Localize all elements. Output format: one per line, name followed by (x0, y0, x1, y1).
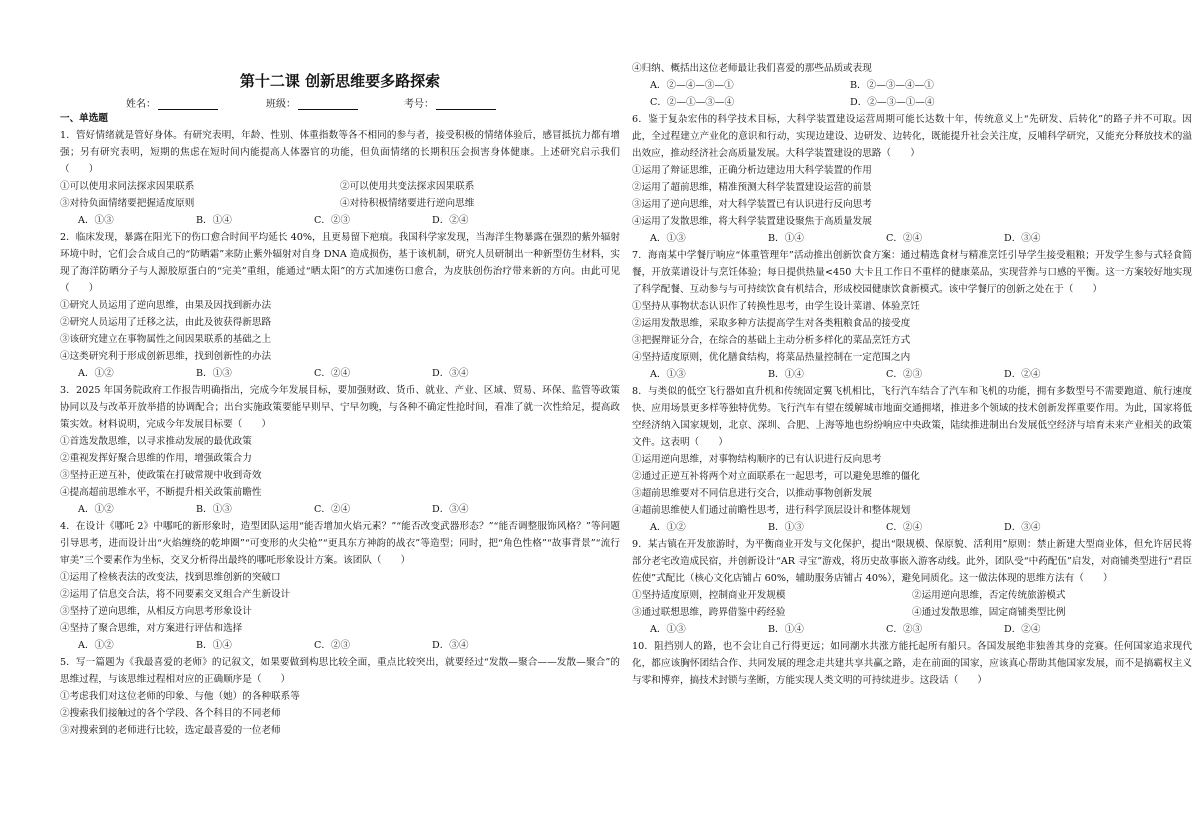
choice-c[interactable]: C．②④ (314, 504, 351, 515)
choice-b[interactable]: B．①③ (768, 522, 804, 533)
statement-option: ③坚持正逆互补，使政策在打破常规中收到奇效 (60, 470, 262, 481)
choice-b[interactable]: B．①④ (196, 215, 232, 226)
statement-option: ③坚持了逆向思维，从相反方向思考形象设计 (60, 606, 252, 617)
statement-option: ③超前思维要对不同信息进行交合，以推动事物创新发展 (632, 488, 872, 499)
question-4 (60, 518, 620, 654)
question-5 (60, 654, 620, 739)
question-stem: 10．阻挡别人的路，也不会让自己行得更远；如同潮水共涨方能托起所有船只。各国发展绝非独善其身的竞赛。任何国家追求现代化，都应该胸怀团结合作、共同发展的理念走共建共享共赢之路，走在前面的国家，应该真心帮助其他国家发展，而不是搞霸权主义与零和博弈，搞技术封锁与垄断，方能实现人类文明的可持续进步。这段话（ ） (632, 641, 1192, 686)
statement-option: ②研究人员运用了迁移之法，由此及彼获得新思路 (60, 317, 272, 328)
choice-a[interactable]: A．①③ (650, 233, 686, 244)
statement-option: ③该研究建立在事物属性之间因果联系的基础之上 (60, 334, 272, 345)
choice-a[interactable]: A．②—④—③—① (650, 80, 734, 91)
choice-d[interactable]: D．③④ (1004, 522, 1041, 533)
statement-option: ①研究人员运用了逆向思维，由果及因找到新办法 (60, 300, 272, 311)
choice-c[interactable]: C．②③ (314, 640, 351, 651)
section-heading: 一、单选题 (60, 113, 108, 124)
question-2 (60, 229, 620, 382)
question-stem: 3．2025 年国务院政府工作报告明确指出，完成今年发展目标，要加强财政、货币、就业、产业、区域、贸易、环保、监管等政策协同以及与改革开放举措的协调配合；出台实施政策要能早则早、宁早勿晚，与各种不确定性抢时间，看准了就一次性给足，提高政策实效。材料说明，完成今年发展目标要（ ） (60, 385, 620, 430)
statement-option: ④提高超前思维水平，不断提升相关政策前瞻性 (60, 487, 262, 498)
statement-option: ④通过发散思维，固定商铺类型比例 (912, 607, 1066, 618)
answer-choices (632, 366, 1192, 383)
statement-option: ②运用逆向思维，否定传统旅游模式 (912, 590, 1066, 601)
statement-option: ③运用了逆向思维，对大科学装置已有认识进行反向思考 (632, 199, 872, 210)
question-stem: 7．海南某中学餐厅响应“体重管理年”活动推出创新饮食方案：通过精选食材与精准烹饪引导学生接受粗粮；开发学生参与式轻食简餐，开放菜谱设计与烹饪体验；每日提供热量<450 大卡且工作日不重样的健康菜品，实现营养与口感的平衡。这一方案较好地实现了科学配餐、互动参与与可持续饮食有机结合，形成校园健康饮食新模式。该中学餐厅的创新之处在于（ ） (632, 250, 1192, 295)
answer-choices (632, 230, 1192, 247)
statement-option: ①运用逆向思维，对事物结构顺序的已有认识进行反向思考 (632, 454, 882, 465)
question-stem: 5．写一篇题为《我最喜爱的老师》的记叙文，如果要做到构思比较全面，重点比较突出，就要经过“发散—聚合——发散—聚合”的思维过程，与该思维过程相对应的正确顺序是（ ） (60, 657, 620, 685)
statement-option: ①坚持从事物状态认识作了转换性思考，由学生设计菜谱、体验烹饪 (632, 301, 920, 312)
class-label: 班级： (266, 99, 296, 110)
answer-choices (632, 77, 1192, 94)
statement-option: ③通过联想思维，跨界借鉴中药经验 (632, 607, 786, 618)
class-field (266, 95, 358, 110)
choice-a[interactable]: A．①② (78, 504, 114, 515)
choice-b[interactable]: B．①④ (768, 369, 804, 380)
statement-option: ②搜索我们接触过的各个学段、各个科目的不同老师 (60, 708, 281, 719)
statement-option: ④这类研究利于形成创新思维，找到创新性的办法 (60, 351, 272, 362)
question-10 (632, 638, 1192, 689)
statement-option: ③把握辩证分合，在综合的基础上主动分析多样化的菜品烹饪方式 (632, 335, 911, 346)
answer-choices (60, 501, 620, 518)
choice-d[interactable]: D．③④ (432, 368, 469, 379)
choice-d[interactable]: D．③④ (432, 640, 469, 651)
choice-a[interactable]: A．①③ (78, 215, 114, 226)
left-column (60, 110, 620, 739)
statement-option: ④超前思维使人们通过前瞻性思考，进行科学顶层设计和整体规划 (632, 505, 911, 516)
statement-option: ①运用了辩证思维，正确分析边建边用大科学装置的作用 (632, 165, 872, 176)
exam-no-field (404, 95, 496, 110)
name-field (126, 95, 218, 110)
statement-option: ①首选发散思维，以寻求推动发展的最优政策 (60, 436, 252, 447)
question-9 (632, 536, 1192, 638)
page-title: 第十二课 创新思维要多路探索 (239, 72, 441, 90)
choice-b[interactable]: B．①③ (196, 504, 232, 515)
statement-option: ③对待负面情绪要把握适度原则 (60, 198, 195, 209)
choice-c[interactable]: C．②④ (314, 368, 351, 379)
statement-option: ④运用了发散思维，将大科学装置建设聚焦于高质量发展 (632, 216, 872, 227)
statement-option: ②运用发散思维，采取多种方法提高学生对各类粗粮食品的接受度 (632, 318, 911, 329)
statement-option: ②运用了信息交合法，将不同要素交叉组合产生新设计 (60, 589, 291, 600)
question-stem: 8．与类似的低空飞行器如直升机和传统固定翼飞机相比，飞行汽车结合了汽车和飞机的功能，拥有多数型号不需要跑道、航行速度快、应用场景更多样等独特优势。飞行汽车有望在缓解城市地面交通拥堵，推进多个领域的技术创新发挥重要作用。为此，国家将低空经济纳入国家规划，北京、深圳、合肥、上海等地也纷纷响应中央政策，陆续推进制出台发展低空经济与培育未来产业相关的政策文件。这表明（ ） (632, 386, 1192, 448)
question-stem: 9．某古镇在开发旅游时，为平衡商业开发与文化保护，提出“限规模、保原貌、活利用”原则：禁止新建大型商业体，但允许居民将部分老宅改造成民宿，并创新设计“AR 寻宝”游戏，将历史故事嵌入游客动线。此外，团队受“中药配伍”启发，对商铺类型进行“君臣佐使”式配比（核心文化店铺占 60%，辅助服务店铺占 40%），避免同质化。这一做法体现的思维方法有（ ） (632, 539, 1192, 584)
statement-option: ③对搜索到的老师进行比较，选定最喜爱的一位老师 (60, 725, 281, 736)
answer-choices (632, 94, 1192, 111)
choice-b[interactable]: B．②—③—④—① (850, 80, 934, 91)
exam-no-blank[interactable] (436, 97, 496, 110)
choice-b[interactable]: B．①④ (768, 233, 804, 244)
choice-a[interactable]: A．①② (78, 640, 114, 651)
choice-c[interactable]: C．②—①—③—④ (650, 97, 735, 108)
right-column (632, 60, 1192, 689)
statement-option: ④坚持了聚合思维，对方案进行评估和选择 (60, 623, 243, 634)
choice-b[interactable]: B．①③ (196, 368, 232, 379)
name-label: 姓名： (126, 99, 156, 110)
statement-option: ②可以使用共变法探求因果联系 (340, 181, 475, 192)
choice-c[interactable]: C．②④ (886, 233, 923, 244)
exam-no-label: 考号： (404, 99, 434, 110)
statement-option: ①坚持适度原则，控制商业开发规模 (632, 590, 786, 601)
question-3 (60, 382, 620, 518)
question-6 (632, 111, 1192, 247)
choice-a[interactable]: A．①③ (650, 369, 686, 380)
statement-option: ②重视发挥好聚合思维的作用，增强政策合力 (60, 453, 252, 464)
choice-c[interactable]: C．②③ (314, 215, 351, 226)
choice-a[interactable]: A．①② (650, 522, 686, 533)
choice-d[interactable]: D．③④ (432, 504, 469, 515)
choice-b[interactable]: B．①④ (768, 624, 804, 635)
statement-option: ④对待积极情绪要进行逆向思维 (340, 198, 475, 209)
statement-option: ④归纳、概括出这位老师最让我们喜爱的那些品质或表现 (632, 63, 872, 74)
statement-option: ①运用了检核表法的改变法，找到思维创新的突破口 (60, 572, 281, 583)
statement-option: ①考虑我们对这位老师的印象、与他（她）的各种联系等 (60, 691, 300, 702)
answer-choices (60, 212, 620, 229)
answer-choices (632, 519, 1192, 536)
question-1 (60, 127, 620, 229)
choice-c[interactable]: C．②③ (886, 369, 923, 380)
choice-d[interactable]: D．③④ (1004, 233, 1041, 244)
answer-choices (60, 365, 620, 382)
choice-c[interactable]: C．②③ (886, 624, 923, 635)
choice-d[interactable]: D．②④ (1004, 624, 1041, 635)
statement-option: ②运用了超前思维，精准预测大科学装置建设运营的前景 (632, 182, 872, 193)
statement-option: ②通过正逆互补将两个对立面联系在一起思考，可以避免思维的僵化 (632, 471, 920, 482)
question-stem: 4．在设计《哪吒 2》中哪吒的新形象时，造型团队运用“能否增加火焰元素？”“能否改变武器形态？”“能否调整服饰风格？”等问题引导思考，进而设计出“火焰缠绕的乾坤圈”“可变形的火尖枪”“更具东方神韵的战衣”等造型；同时，把“角色性格”“故事背景”“流行审美”三个要素作为坐标，交叉分析得出最终的哪吒形象设计方案。该团队（ ） (60, 521, 620, 566)
statement-option: ①可以使用求同法探求因果联系 (60, 181, 195, 192)
choice-d[interactable]: D．②—③—①—④ (850, 97, 935, 108)
question-stem: 2．临床发现，暴露在阳光下的伤口愈合时间平均延长 40%，且更易留下疤痕。我国科学家发现，当海洋生物暴露在强烈的紫外辐射环境中时，它们会合成自己的“防晒霜”来防止紫外辐射对自身 DNA 造成损伤，基于该机制，研究人员研制出一种新型仿生材料，实现了海洋防晒分子与人源胶原蛋白的“完美”重组，能通过“晒太阳”的方式加速伤口愈合，为皮肤创伤治疗带来新的方向。由此可见（ ） (60, 232, 620, 294)
choice-d[interactable]: D．②④ (432, 215, 469, 226)
choice-a[interactable]: A．①② (78, 368, 114, 379)
question-stem: 1．管好情绪就是管好身体。有研究表明，年龄、性别、体重指数等各不相同的参与者，接受积极的情绪体验后，感冒抵抗力都有增强；另有研究表明，短期的焦虑在短时间内能提高人体器官的功能，但负面情绪的长期积压会损害身体健康。上述研究启示我们（ ） (60, 130, 620, 175)
question-5-continued (632, 60, 1192, 111)
class-blank[interactable] (298, 97, 358, 110)
question-8 (632, 383, 1192, 536)
statement-option: ④坚持适度原则，优化膳食结构，将菜品热量控制在一定范围之内 (632, 352, 911, 363)
choice-b[interactable]: B．①④ (196, 640, 232, 651)
question-stem: 6．鉴于复杂宏伟的科学技术目标，大科学装置建设运营周期可能长达数十年，传统意义上“先研发、后转化”的路子并不可取。因此，全过程建立产业化的意识和行动，实现边建设、边研发、边转化，既能提升社会关注度，反哺科学研究，又能充分释放技术的溢出效应，推动经济社会高质量发展。大科学装置建设的思路（ ） (632, 114, 1192, 159)
answer-choices (632, 621, 1192, 638)
choice-c[interactable]: C．②④ (886, 522, 923, 533)
choice-d[interactable]: D．②④ (1004, 369, 1041, 380)
answer-choices (60, 637, 620, 654)
question-7 (632, 247, 1192, 383)
name-blank[interactable] (158, 97, 218, 110)
choice-a[interactable]: A．①③ (650, 624, 686, 635)
